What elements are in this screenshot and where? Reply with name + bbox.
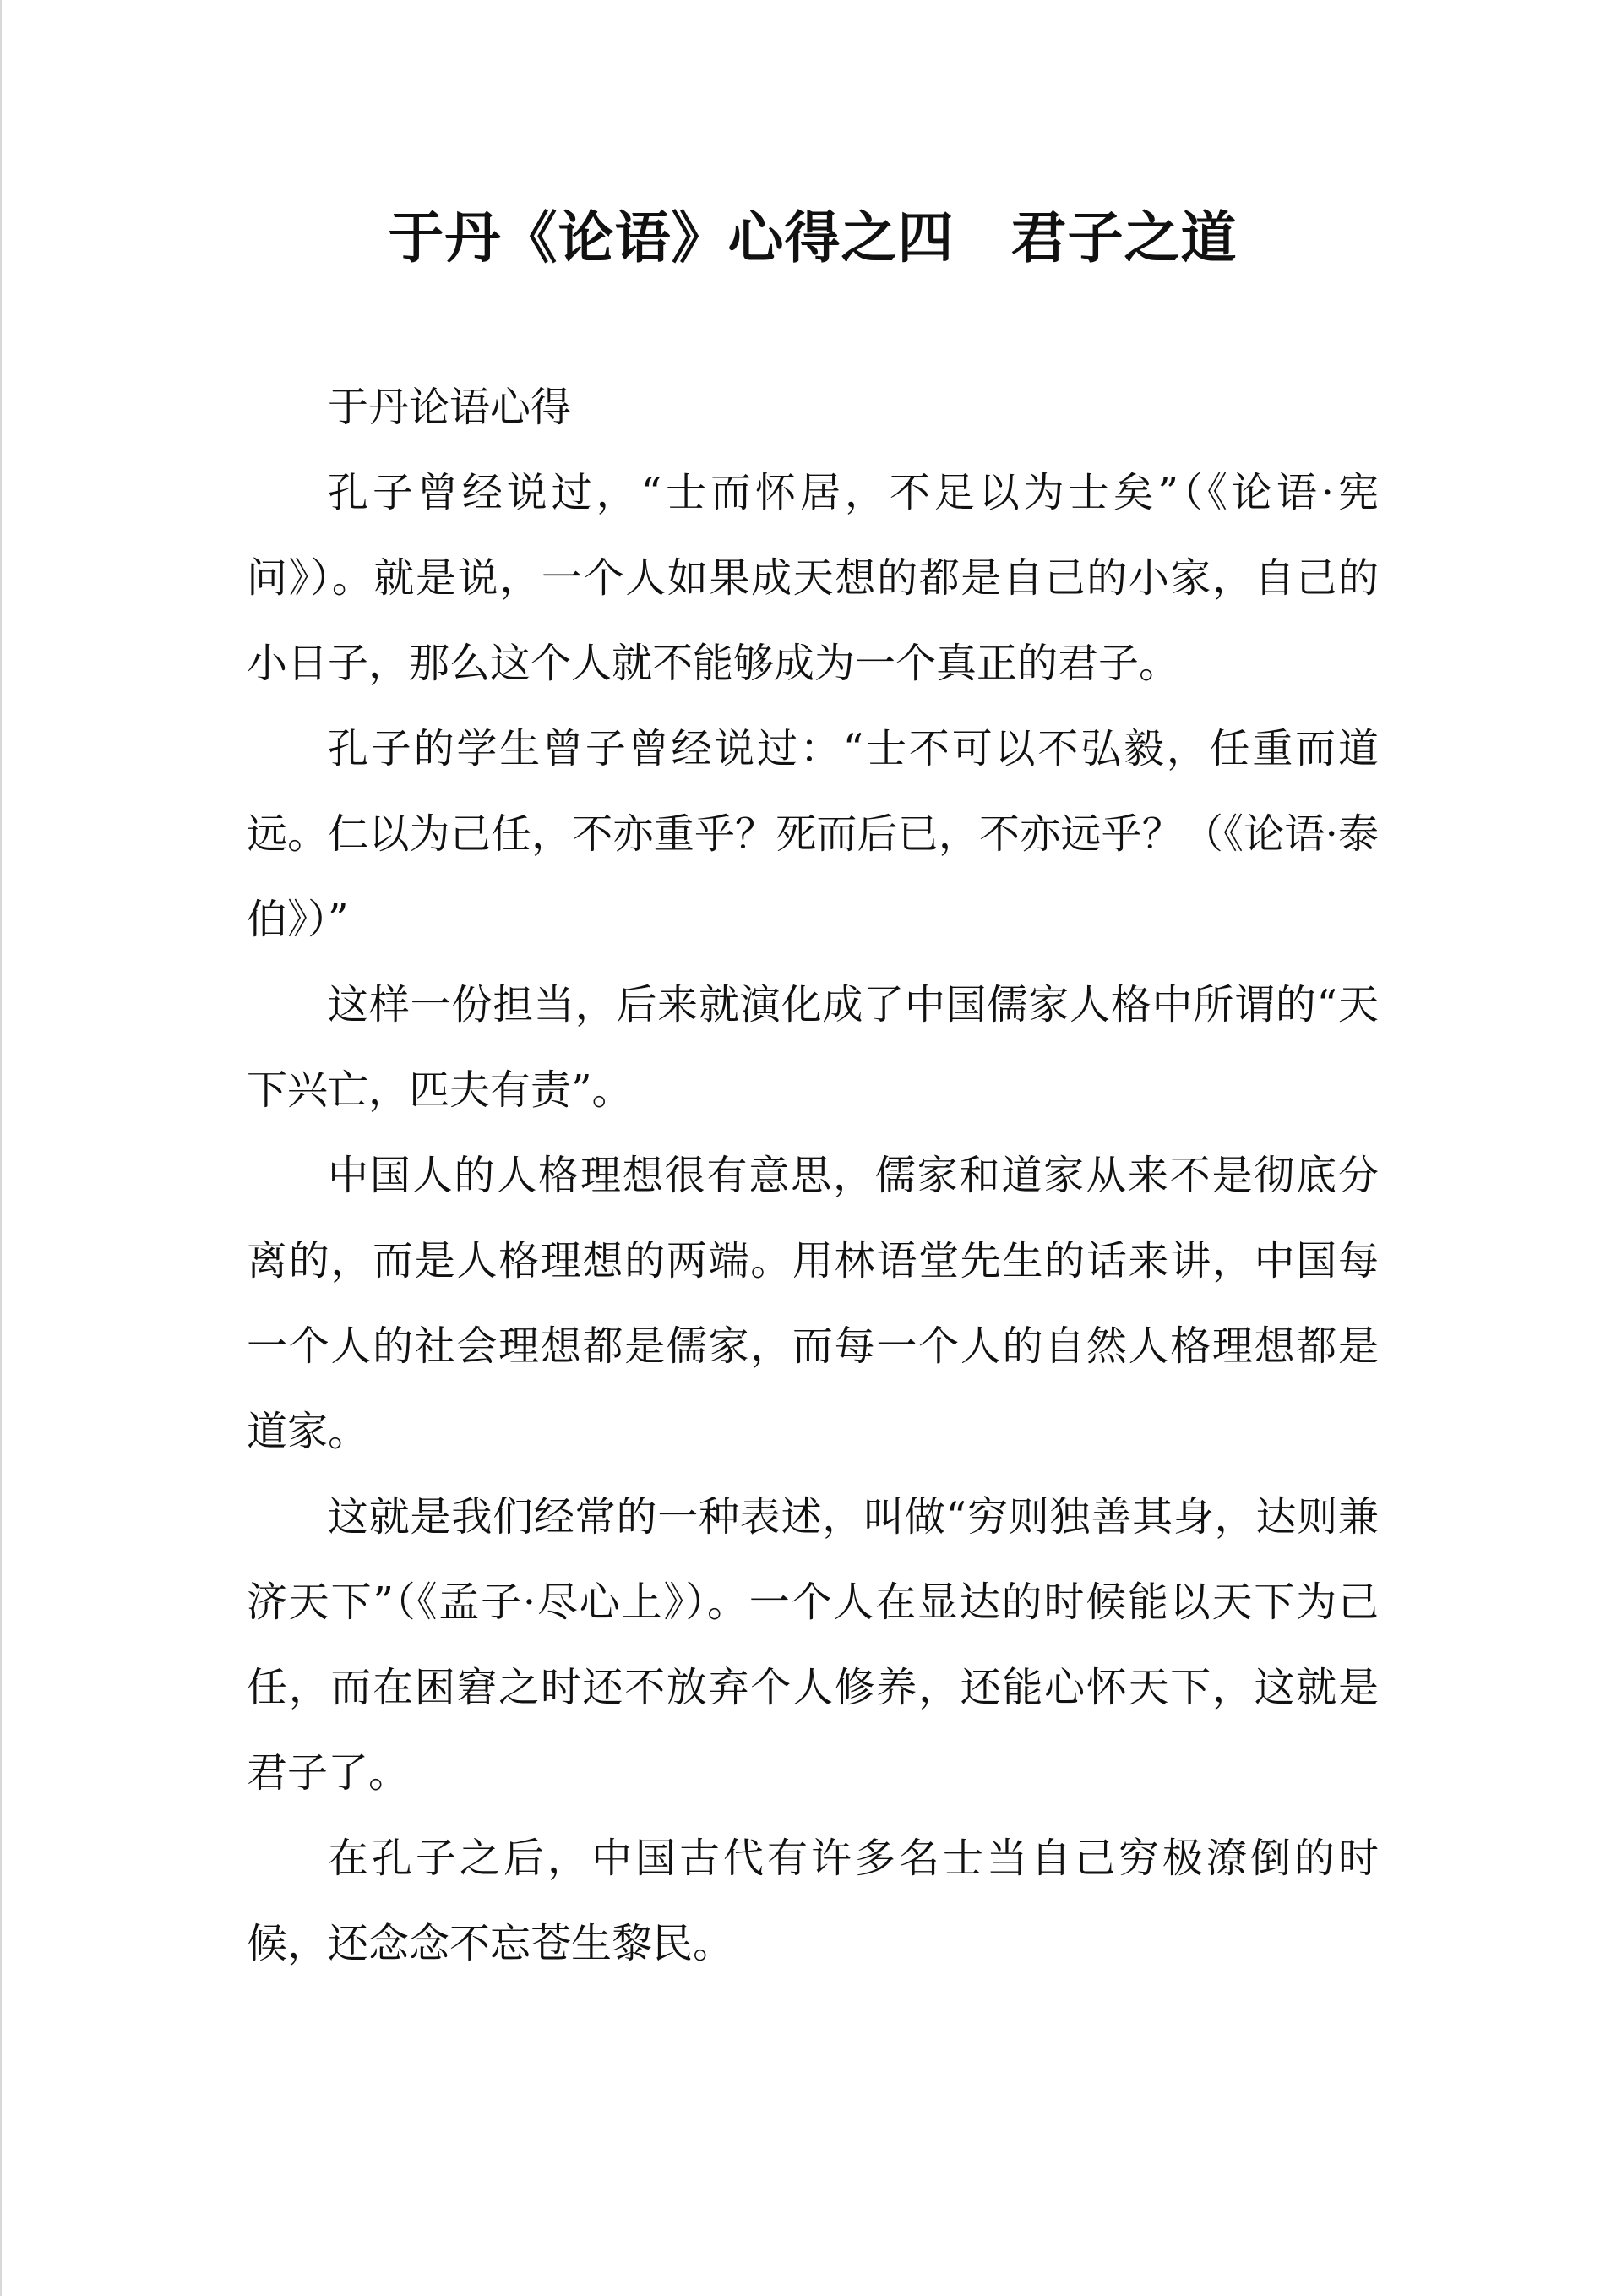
paragraph-1: 孔子曾经说过，“士而怀居，不足以为士矣”（《论语·宪问》）。就是说，一个人如果成天想的都是自己的小家，自己的小日子，那么这个人就不能够成为一个真正的君子。 (247, 469, 1379, 687)
paragraph-3: 这样一份担当，后来就演化成了中国儒家人格中所谓的“天下兴亡，匹夫有责”。 (247, 981, 1379, 1114)
document-title: 于丹《论语》心得之四 君子之道 (388, 205, 1238, 270)
paragraph-5: 这就是我们经常的一种表述，叫做“穷则独善其身，达则兼济天下”（《孟子·尽心上》）。一个人在显达的时候能以天下为己任，而在困窘之时还不放弃个人修养，还能心怀天下，这就是君子了。 (247, 1493, 1379, 1797)
document-body (247, 365, 1379, 1987)
paragraph-4: 中国人的人格理想很有意思，儒家和道家从来不是彻底分离的，而是人格理想的两端。用林语堂先生的话来讲，中国每一个人的社会理想都是儒家，而每一个人的自然人格理想都是道家。 (247, 1152, 1379, 1455)
paragraph-6: 在孔子之后，中国古代有许多名士当自己穷极潦倒的时候，还念念不忘苍生黎民。 (247, 1835, 1379, 1967)
paragraph-2: 孔子的学生曾子曾经说过：“士不可以不弘毅，任重而道远。仁以为己任，不亦重乎？死而后已，不亦远乎？（《论语·泰伯》）” (247, 725, 1379, 943)
document-subtitle: 于丹论语心得 (328, 384, 572, 431)
